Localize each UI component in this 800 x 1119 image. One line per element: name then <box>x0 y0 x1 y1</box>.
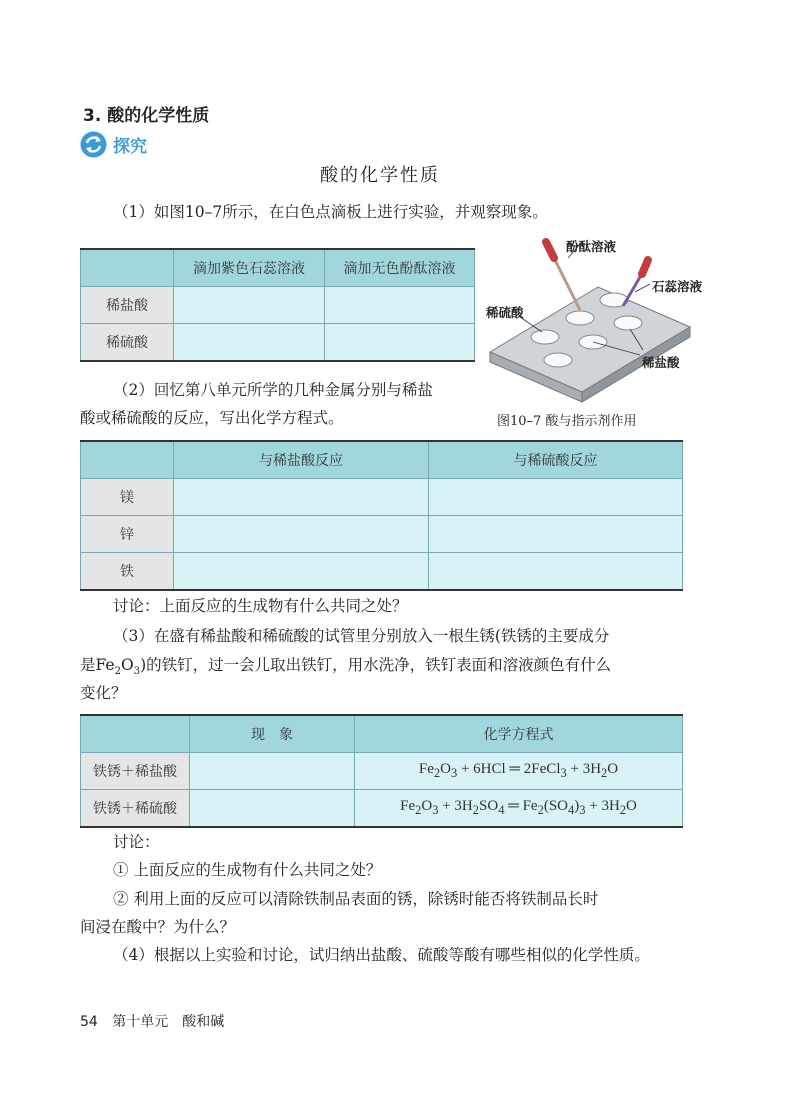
discussion-2-question-2-line-1: ② 利用上面的反应可以清除铁制品表面的锈，除锈时能否将铁制品长时 <box>113 890 599 908</box>
indicator-table <box>80 248 475 362</box>
table-header: 与稀硫酸反应 <box>429 441 683 479</box>
step-3-line-2: 是$Fe_2O_3$)的铁钉，过一会儿取出铁钉，用水洗净，铁钉表面和溶液颜色有什么 <box>80 656 612 678</box>
discussion-1: 讨论：上面反应的生成物有什么共同之处？ <box>113 597 408 615</box>
explore-label: 探究 <box>113 136 147 157</box>
table-header: 与稀盐酸反应 <box>174 441 429 479</box>
rust-reaction-table <box>80 714 683 828</box>
equation-h2so4: $Fe_2O_3 + 3H_2SO_4$ ═ $Fe_2(SO_4)_3 + 3H_2O$ <box>355 790 683 828</box>
table-cell <box>174 479 429 516</box>
row-header: 铁锈＋稀盐酸 <box>81 753 190 790</box>
row-header: 铁 <box>81 553 174 591</box>
table-cell <box>325 324 475 362</box>
refresh-cycle-icon <box>80 131 107 158</box>
row-header: 稀硫酸 <box>81 324 174 362</box>
table-header: 滴加紫色石蕊溶液 <box>174 249 325 287</box>
table-corner <box>81 441 174 479</box>
table-cell <box>429 516 683 553</box>
row-header: 镁 <box>81 479 174 516</box>
table-cell <box>174 553 429 591</box>
equation-hcl: $Fe_2O_3 + 6HCl$ ═ 2FeCl$_3$ + $3H_2O$ <box>355 753 683 790</box>
step-2-line-1: （2）回忆第八单元所学的几种金属分别与稀盐 <box>113 381 433 399</box>
table-cell <box>190 753 355 790</box>
label-sulfuric-acid: 稀硫酸 <box>486 305 524 320</box>
explore-badge <box>80 130 147 158</box>
label-phenolphthalein: 酚酞溶液 <box>566 239 617 254</box>
section-title: 3. 酸的化学性质 <box>83 106 210 126</box>
step-3-formula-prefix: 是Fe <box>80 656 115 674</box>
table-cell <box>190 790 355 828</box>
table-corner <box>81 715 190 753</box>
step-1-text: （1）如图10–7所示，在白色点滴板上进行实验，并观察现象。 <box>113 203 548 221</box>
step-4-text: （4）根据以上实验和讨论，试归纳出盐酸、硫酸等酸有哪些相似的化学性质。 <box>113 946 650 964</box>
step-3-line-1: （3）在盛有稀盐酸和稀硫酸的试管里分别放入一根生锈(铁锈的主要成分 <box>113 627 610 645</box>
page-footer <box>80 1011 224 1031</box>
table-corner <box>81 249 174 287</box>
table-header: 滴加无色酚酞溶液 <box>325 249 475 287</box>
label-litmus: 石蕊溶液 <box>652 279 703 294</box>
table-cell <box>174 516 429 553</box>
row-header: 铁锈＋稀硫酸 <box>81 790 190 828</box>
discussion-2-label: 讨论： <box>113 833 160 851</box>
experiment-title: 酸的化学性质 <box>320 165 440 186</box>
row-header: 锌 <box>81 516 174 553</box>
table-cell <box>325 287 475 324</box>
table-cell <box>174 287 325 324</box>
discussion-2-question-1: ① 上面反应的生成物有什么共同之处？ <box>113 861 382 879</box>
table-header: 现 象 <box>190 715 355 753</box>
step-2-line-2: 酸或稀硫酸的反应，写出化学方程式。 <box>80 409 344 427</box>
row-header: 稀盐酸 <box>81 287 174 324</box>
table-cell <box>429 553 683 591</box>
table-cell <box>174 324 325 362</box>
leader-line <box>635 284 650 292</box>
table-cell <box>429 479 683 516</box>
label-hydrochloric-acid: 稀盐酸 <box>642 355 680 370</box>
table-header: 化学方程式 <box>355 715 683 753</box>
figure-caption: 图10–7 酸与指示剂作用 <box>497 414 637 429</box>
metal-reaction-table <box>80 440 683 591</box>
step-3-line-3: 变化？ <box>80 684 127 702</box>
unit-title: 第十单元 酸和碱 <box>112 1014 225 1030</box>
discussion-2-question-2-line-2: 间浸在酸中？为什么？ <box>80 918 236 936</box>
page-number: 54 <box>80 1014 98 1030</box>
step-3-line-2-rest: )的铁钉，过一会儿取出铁钉，用水洗净，铁钉表面和溶液颜色有什么 <box>140 656 612 674</box>
dropper-purple <box>623 260 648 306</box>
